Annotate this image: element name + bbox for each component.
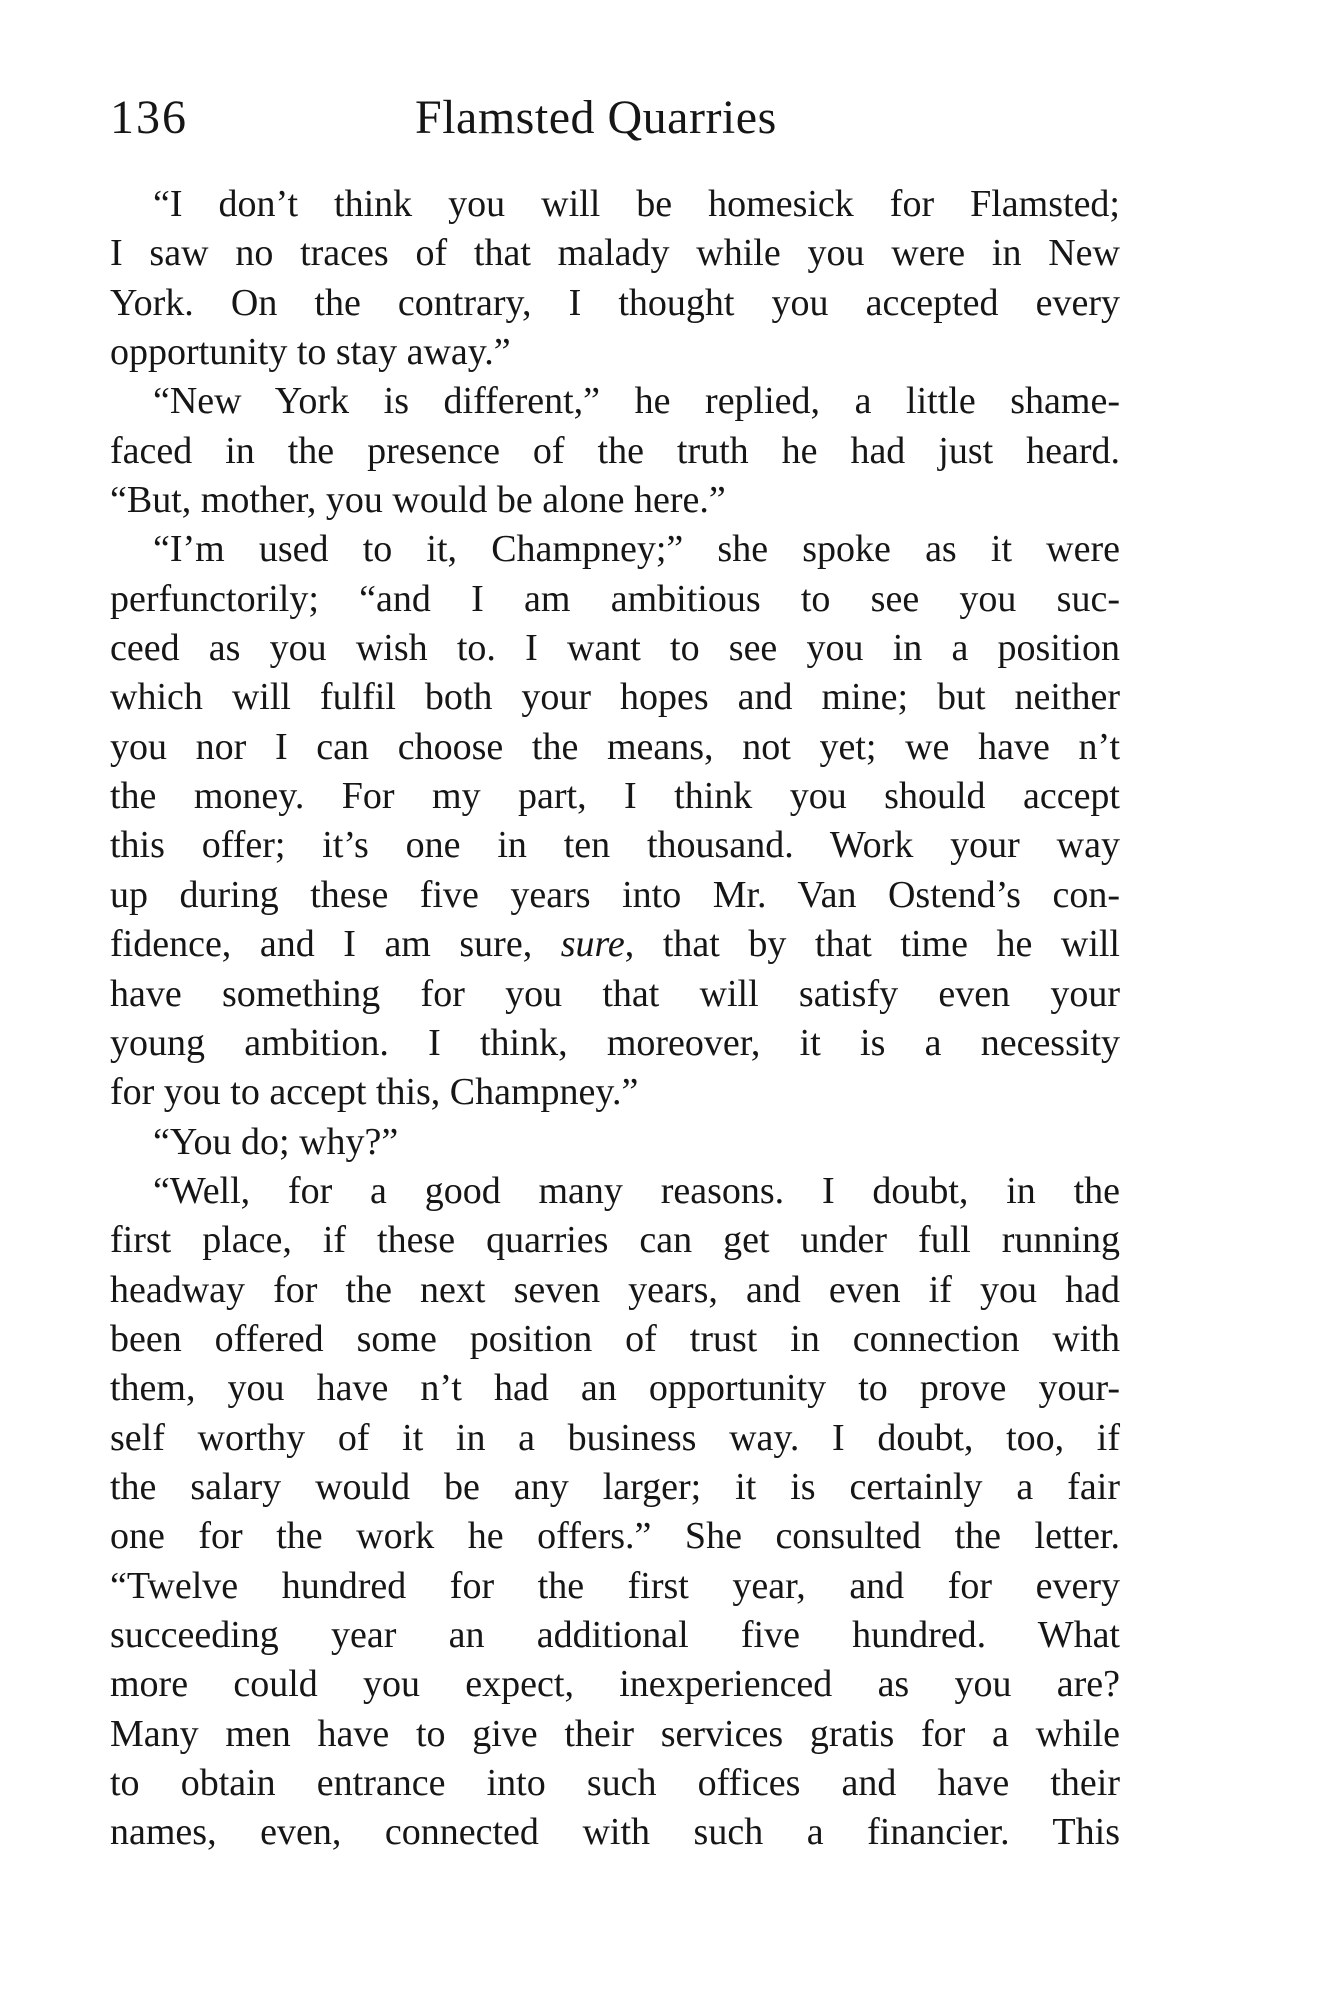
- text-line: York. On the contrary, I thought you accepted every: [110, 281, 1120, 324]
- text-line: which will fulfil both your hopes and mine; but neither: [110, 676, 1120, 719]
- body-text: [110, 180, 1120, 1858]
- running-head: Flamsted Quarries: [415, 91, 777, 144]
- text-line: them, you have n’t had an opportunity to prove your-: [110, 1367, 1120, 1410]
- text-line: “I don’t think you will be homesick for Flamsted;: [153, 183, 1120, 225]
- text-line: for you to accept this, Champney.”: [110, 1071, 639, 1114]
- text-line: one for the work he offers.” She consulted the letter.: [110, 1515, 1120, 1558]
- text-line: Many men have to give their services gratis for a while: [110, 1712, 1120, 1755]
- text-line: more could you expect, inexperienced as you are?: [110, 1663, 1120, 1706]
- text-line: headway for the next seven years, and even if you had: [110, 1268, 1120, 1311]
- text-line: the money. For my part, I think you should accept: [110, 775, 1120, 818]
- text-line: “But, mother, you would be alone here.”: [110, 479, 726, 522]
- text-line: this offer; it’s one in ten thousand. Work your way: [110, 824, 1120, 867]
- text-line: to obtain entrance into such offices and have their: [110, 1762, 1120, 1804]
- text-line: succeeding year an additional five hundred. What: [110, 1613, 1120, 1656]
- text-line: “I’m used to it, Champney;” she spoke as it were: [153, 528, 1120, 571]
- text-line: self worthy of it in a business way. I doubt, too, if: [110, 1416, 1120, 1459]
- text-line: “You do; why?”: [153, 1120, 399, 1163]
- text-line: been offered some position of trust in connection with: [110, 1317, 1120, 1360]
- page-header: [110, 88, 1120, 158]
- text-line: I saw no traces of that malady while you were in New: [110, 232, 1120, 275]
- text-line: opportunity to stay away.”: [110, 331, 511, 374]
- text-line: faced in the presence of the truth he had just heard.: [110, 429, 1120, 472]
- text-line: “Well, for a good many reasons. I doubt, in the: [153, 1169, 1120, 1212]
- emphasis: sure: [560, 923, 625, 966]
- text-line: have something for you that will satisfy even your: [110, 972, 1120, 1015]
- text-line: first place, if these quarries can get under full running: [110, 1219, 1120, 1262]
- text-line: perfunctorily; “and I am ambitious to see you suc-: [110, 577, 1120, 620]
- text-line: ceed as you wish to. I want to see you in a position: [110, 627, 1120, 670]
- text-line: names, even, connected with such a financier. This: [110, 1811, 1120, 1854]
- text-line: “New York is different,” he replied, a little shame-: [153, 380, 1120, 423]
- text-line: fidence, and I am sure, sure, that by that time he will: [110, 923, 1120, 966]
- text-line: young ambition. I think, moreover, it is a necessity: [110, 1021, 1120, 1064]
- text-line: up during these five years into Mr. Van Ostend’s con-: [110, 873, 1120, 916]
- text-line: “Twelve hundred for the first year, and for every: [110, 1564, 1120, 1607]
- text-line: you nor I can choose the means, not yet; we have n’t: [110, 725, 1120, 768]
- text-line: the salary would be any larger; it is certainly a fair: [110, 1465, 1120, 1508]
- page-number: 136: [110, 91, 188, 144]
